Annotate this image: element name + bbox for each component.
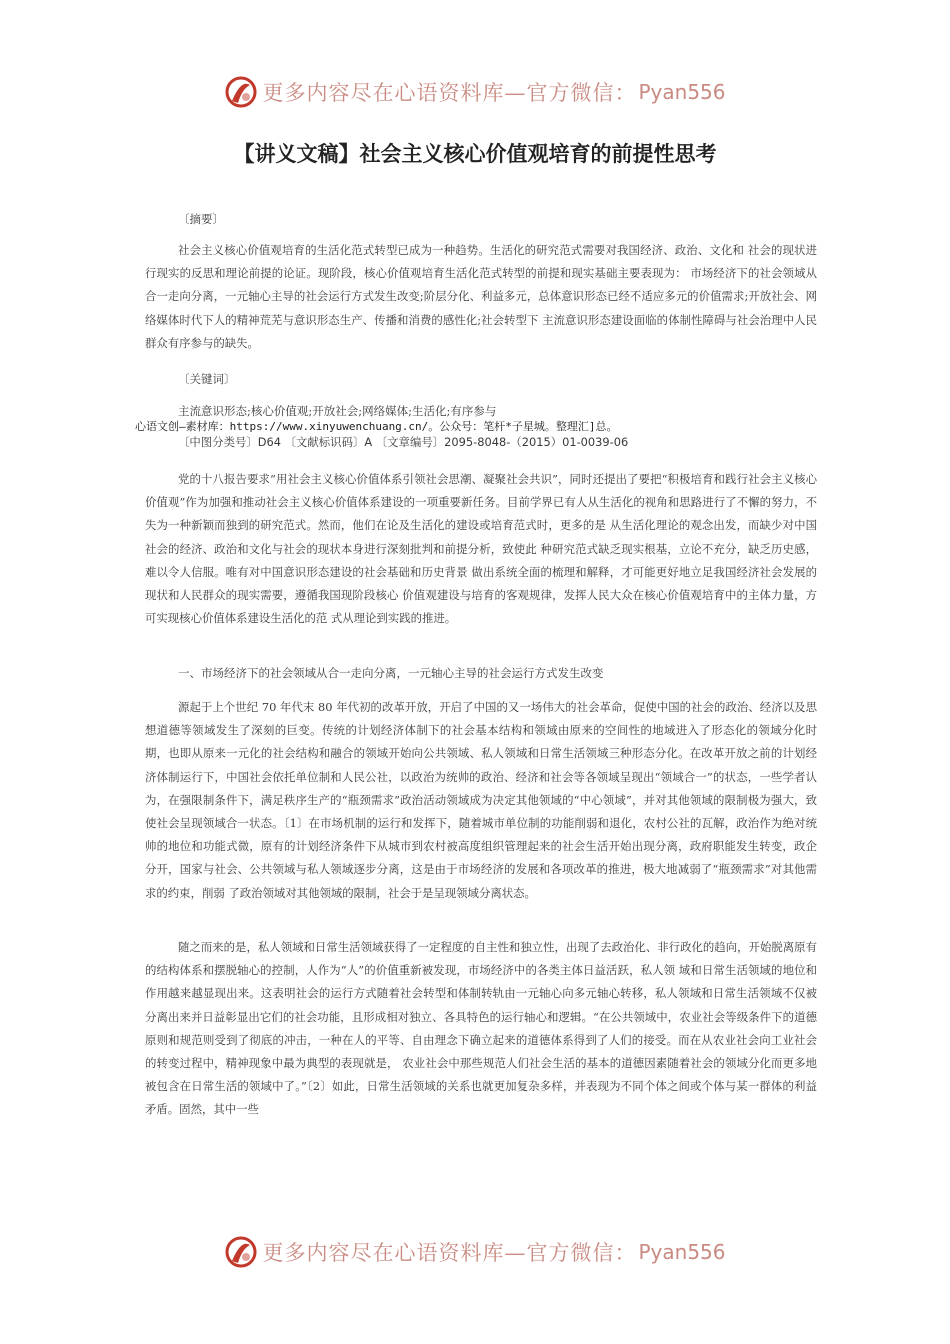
classification-line: 〔中图分类号〕D64 〔文献标识码〕A 〔文章编号〕2095-8048-（2015）01-0039-06 xyxy=(178,435,629,449)
abstract-label: 〔摘要〕 xyxy=(178,212,224,226)
header-banner xyxy=(0,72,950,112)
keywords-text: 主流意识形态;核心价值观;开放社会;网络媒体;生活化;有序参与 xyxy=(178,404,497,418)
banner-text: 更多内容尽在心语资料库—官方微信： xyxy=(262,81,637,105)
logo-icon xyxy=(224,1235,258,1269)
banner-wechat-id: Pyan556 xyxy=(638,80,726,104)
abstract-text: 社会主义核心价值观培育的生活化范式转型已成为一种趋势。生活化的研究范式需要对我国经济、政治、文化和 社会的现状进行现实的反思和理论前提的论证。现阶段，核心价值观培育生活化范式转型的前提和现实基础主要表现为： 市场经济下的社会领域从合一走向分离，一元轴心主导的社会运行方式发生改变;阶层分化、利益多元，总体意识形态已经不适应多元的价值需求;开放社会、网络媒体时代下人的精神荒芜与意识形态生产、传播和消费的感性化;社会转型下 主流意识形态建设面临的体制性障碍与社会治理中人民群众有序参与的缺失。 xyxy=(145,243,817,350)
document-title: 【讲义文稿】社会主义核心价值观培育的前提性思考 xyxy=(233,142,717,166)
watermark-text: 心语文创—素材库：https://www.xinyuwenchuang.cn/。公众号：笔杆*子星城。整理汇]总。 xyxy=(135,420,618,433)
paragraph-3: 随之而来的是，私人领域和日常生活领域获得了一定程度的自主性和独立性，出现了去政治化、非行政化的趋向，开始脱离原有的结构体系和摆脱轴心的控制，人作为“人”的价值重新被发现，市场经济中的各类主体日益活跃，私人领 域和日常生活领域的地位和作用越来越显现出来。这表明社会的运行方式随着社会转型和体制转轨由一元轴心向多元轴心转移，私人领域和日常生活领域不仅被分离出来并日益彰显出它们的社会功能，且形成相对独立、各具特色的运行轴心和逻辑。“在公共领域中，农业社会等级条件下的道德原则和规范则受到了彻底的冲击，一种在人的平等、自由理念下确立起来的道德体系得到了人们的接受。而在从农业社会向工业社会的转变过程中，精神现象中最为典型的表现就是， 农业社会中那些规范人们社会生活的基本的道德因素随着社会的领域分化而更多地被包含在日常生活的领域中了。”〔2〕如此，日常生活领域的关系也就更加复杂多样，并表现为不同个体之间或个体与某一群体的利益矛盾。固然，其中一些 xyxy=(145,940,817,1117)
banner-text: 更多内容尽在心语资料库—官方微信： xyxy=(262,1241,637,1265)
section-heading-1: 一、市场经济下的社会领域从合一走向分离，一元轴心主导的社会运行方式发生改变 xyxy=(178,666,604,680)
banner-wechat-id: Pyan556 xyxy=(638,1240,726,1264)
paragraph-2: 源起于上个世纪 70 年代末 80 年代初的改革开放，开启了中国的又一场伟大的社会革命，促使中国的社会的政治、经济以及思想道德等领域发生了深刻的巨变。传统的计划经济体制下的社会基本结构和领域由原来的空间性的地域进入了形态化的领域分化时期，也即从原来一元化的社会结构和融合的领域开始向公共领域、私人领域和日常生活领域三种形态分化。在改革开放之前的计划经济体制运行下，中国社会依托单位制和人民公社，以政治为统帅的政治、经济和社会等各领域呈现出“领域合一”的状态，一些学者认为，在强限制条件下，满足秩序生产的“瓶颈需求”政治活动领域成为决定其他领域的“中心领域”，并对其他领域的限制极为强大，致使社会呈现领域合一状态。〔1〕在市场机制的运行和发挥下，随着城市单位制的功能削弱和退化，农村公社的瓦解，政治作为绝对统帅的地位和功能式微，原有的计划经济条件下从城市到农村被高度组织管理起来的社会生活开始出现分离，政府职能发生转变，政企分开，国家与社会、公共领域与私人领域逐步分离，这是由于市场经济的发展和各项改革的推进，极大地减弱了“瓶颈需求”对其他需求的约束，削弱 了政治领域对其他领域的限制，社会于是呈现领域分离状态。 xyxy=(145,700,817,900)
keywords-label: 〔关键词〕 xyxy=(178,372,236,386)
paragraph-1: 党的十八报告要求“用社会主义核心价值体系引领社会思潮、凝聚社会共识”，同时还提出了要把“积极培育和践行社会主义核心价值观”作为加强和推动社会主义核心价值体系建设的一项重要新任务。目前学界已有人从生活化的视角和思路进行了不懈的努力，不失为一种新颖而独到的研究范式。然而，他们在论及生活化的建设或培育范式时，更多的是 从生活化理论的观念出发，而缺少对中国社会的经济、政治和文化与社会的现状本身进行深刻批判和前提分析，致使此 种研究范式缺乏现实根基，立论不充分，缺乏历史感，难以令人信服。唯有对中国意识形态建设的社会基础和历史背景 做出系统全面的梳理和解释，才可能更好地立足我国经济社会发展的现状和人民群众的现实需要，遵循我国现阶段核心 价值观建设与培育的客观规律，发挥人民大众在核心价值观培育中的主体力量，方可实现核心价值体系建设生活化的范 式从理论到实践的推进。 xyxy=(145,472,817,626)
logo-icon xyxy=(224,75,258,109)
footer-banner xyxy=(0,1232,950,1272)
